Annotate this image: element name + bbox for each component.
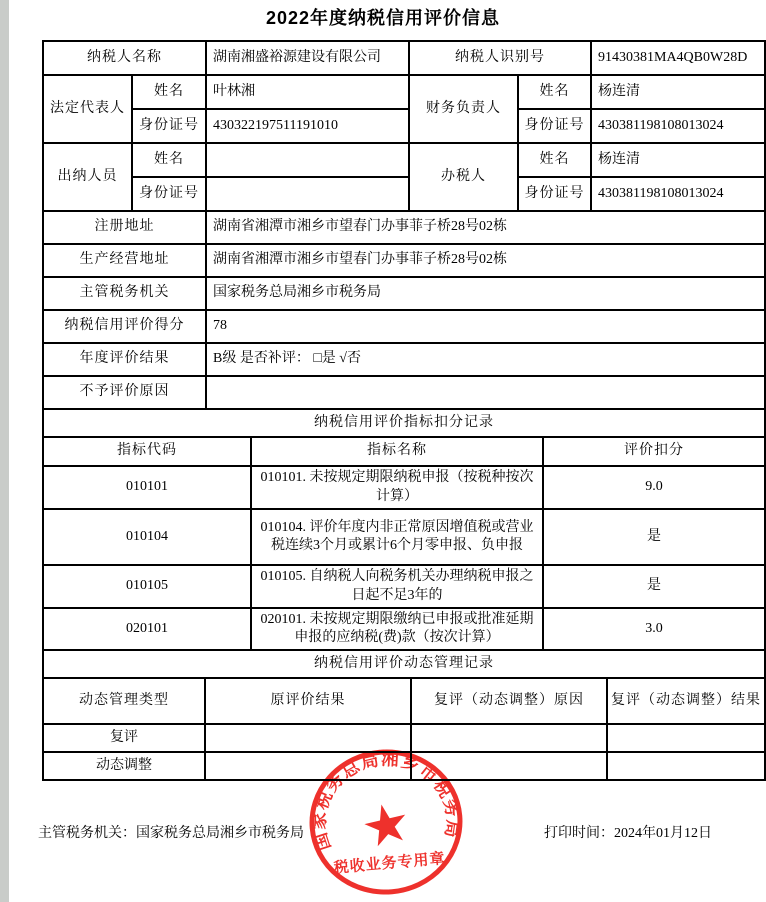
- tax-agent-name-value: 杨连清: [591, 143, 765, 177]
- indicator-score: 3.0: [543, 608, 765, 650]
- name-label: 姓名: [518, 143, 591, 177]
- id-number-label: 身份证号: [132, 177, 206, 211]
- dynamic-result: [607, 724, 765, 752]
- id-number-label: 身份证号: [518, 109, 591, 143]
- business-address-value: 湖南省湘潭市湘乡市望春门办事菲子桥28号02栋: [206, 244, 765, 277]
- column-header-code: 指标代码: [43, 437, 251, 466]
- dynamic-type: 复评: [43, 724, 205, 752]
- id-number-label: 身份证号: [518, 177, 591, 211]
- indicator-code: 010101: [43, 466, 251, 509]
- name-label: 姓名: [132, 143, 206, 177]
- dynamic-reason: [411, 724, 607, 752]
- dynamic-result: [607, 752, 765, 780]
- annual-result-label: 年度评价结果: [43, 343, 206, 376]
- column-header-name: 指标名称: [251, 437, 543, 466]
- footer-tax-authority: 主管税务机关：国家税务总局湘乡市税务局: [38, 826, 304, 841]
- name-label: 姓名: [518, 75, 591, 109]
- document-body: [42, 40, 764, 781]
- dynamic-section-title: 纳税信用评价动态管理记录: [43, 650, 765, 678]
- indicator-score: 9.0: [543, 466, 765, 509]
- legal-rep-label: 法定代表人: [43, 75, 132, 143]
- seal-arc-text: 国家税务总局湘乡市税务局: [308, 748, 464, 854]
- indicator-code: 020101: [43, 608, 251, 650]
- finance-officer-name-value: 杨连清: [591, 75, 765, 109]
- cashier-id-value: [206, 177, 409, 211]
- table-row: [43, 724, 765, 752]
- taxpayer-id-value: 91430381MA4QB0W28D: [591, 41, 765, 75]
- credit-score-label: 纳税信用评价得分: [43, 310, 206, 343]
- deduction-records-table: [42, 408, 766, 651]
- column-header-score: 评价扣分: [543, 437, 765, 466]
- indicator-score: 是: [543, 565, 765, 608]
- indicator-name: 010101. 未按规定期限纳税申报（按税种按次计算）: [251, 466, 543, 509]
- table-row: [43, 509, 765, 565]
- no-eval-reason-label: 不予评价原因: [43, 376, 206, 409]
- column-header-original: 原评价结果: [205, 678, 411, 724]
- registered-address-value: 湖南省湘潭市湘乡市望春门办事菲子桥28号02栋: [206, 211, 765, 244]
- deduction-section-title: 纳税信用评价指标扣分记录: [43, 409, 765, 437]
- column-header-type: 动态管理类型: [43, 678, 205, 724]
- scan-edge-artifact: [0, 0, 9, 902]
- indicator-name: 010104. 评价年度内非正常原因增值税或营业税连续3个月或累计6个月零申报、负申报: [251, 509, 543, 565]
- taxpayer-id-label: 纳税人识别号: [409, 41, 591, 75]
- table-row: [43, 752, 765, 780]
- business-address-label: 生产经营地址: [43, 244, 206, 277]
- legal-rep-id-value: 430322197511191010: [206, 109, 409, 143]
- table-row: [43, 565, 765, 608]
- id-number-label: 身份证号: [132, 109, 206, 143]
- registered-address-label: 注册地址: [43, 211, 206, 244]
- dynamic-original: [205, 752, 411, 780]
- column-header-reason: 复评（动态调整）原因: [411, 678, 607, 724]
- tax-agent-id-value: 430381198108013024: [591, 177, 765, 211]
- column-header-result: 复评（动态调整）结果: [607, 678, 765, 724]
- footer-print-time: 打印时间：2024年01月12日: [544, 826, 712, 841]
- dynamic-management-table: [42, 649, 766, 781]
- table-row: [43, 466, 765, 509]
- table-row: [43, 608, 765, 650]
- cashier-name-value: [206, 143, 409, 177]
- credit-score-value: 78: [206, 310, 765, 343]
- tax-agent-label: 办税人: [409, 143, 518, 211]
- indicator-score: 是: [543, 509, 765, 565]
- legal-rep-name-value: 叶林湘: [206, 75, 409, 109]
- indicator-code: 010104: [43, 509, 251, 565]
- page-title: 2022年度纳税信用评价信息: [265, 8, 501, 28]
- footer: [38, 822, 712, 842]
- indicator-name: 020101. 未按规定期限缴纳已申报或批准延期申报的应纳税(费)款（按次计算）: [251, 608, 543, 650]
- dynamic-original: [205, 724, 411, 752]
- dynamic-reason: [411, 752, 607, 780]
- cashier-label: 出纳人员: [43, 143, 132, 211]
- indicator-code: 010105: [43, 565, 251, 608]
- finance-officer-label: 财务负责人: [409, 75, 518, 143]
- no-eval-reason-value: [206, 376, 765, 409]
- taxpayer-name-value: 湖南湘盛裕源建设有限公司: [206, 41, 409, 75]
- annual-result-value: B级 是否补评： □是 √否: [206, 343, 765, 376]
- finance-officer-id-value: 430381198108013024: [591, 109, 765, 143]
- taxpayer-name-label: 纳税人名称: [43, 41, 206, 75]
- tax-authority-label: 主管税务机关: [43, 277, 206, 310]
- seal-bottom-text: 税收业务专用章: [333, 850, 447, 877]
- dynamic-type: 动态调整: [43, 752, 205, 780]
- taxpayer-info-table: [42, 40, 766, 410]
- tax-authority-value: 国家税务总局湘乡市税务局: [206, 277, 765, 310]
- name-label: 姓名: [132, 75, 206, 109]
- indicator-name: 010105. 自纳税人向税务机关办理纳税申报之日起不足3年的: [251, 565, 543, 608]
